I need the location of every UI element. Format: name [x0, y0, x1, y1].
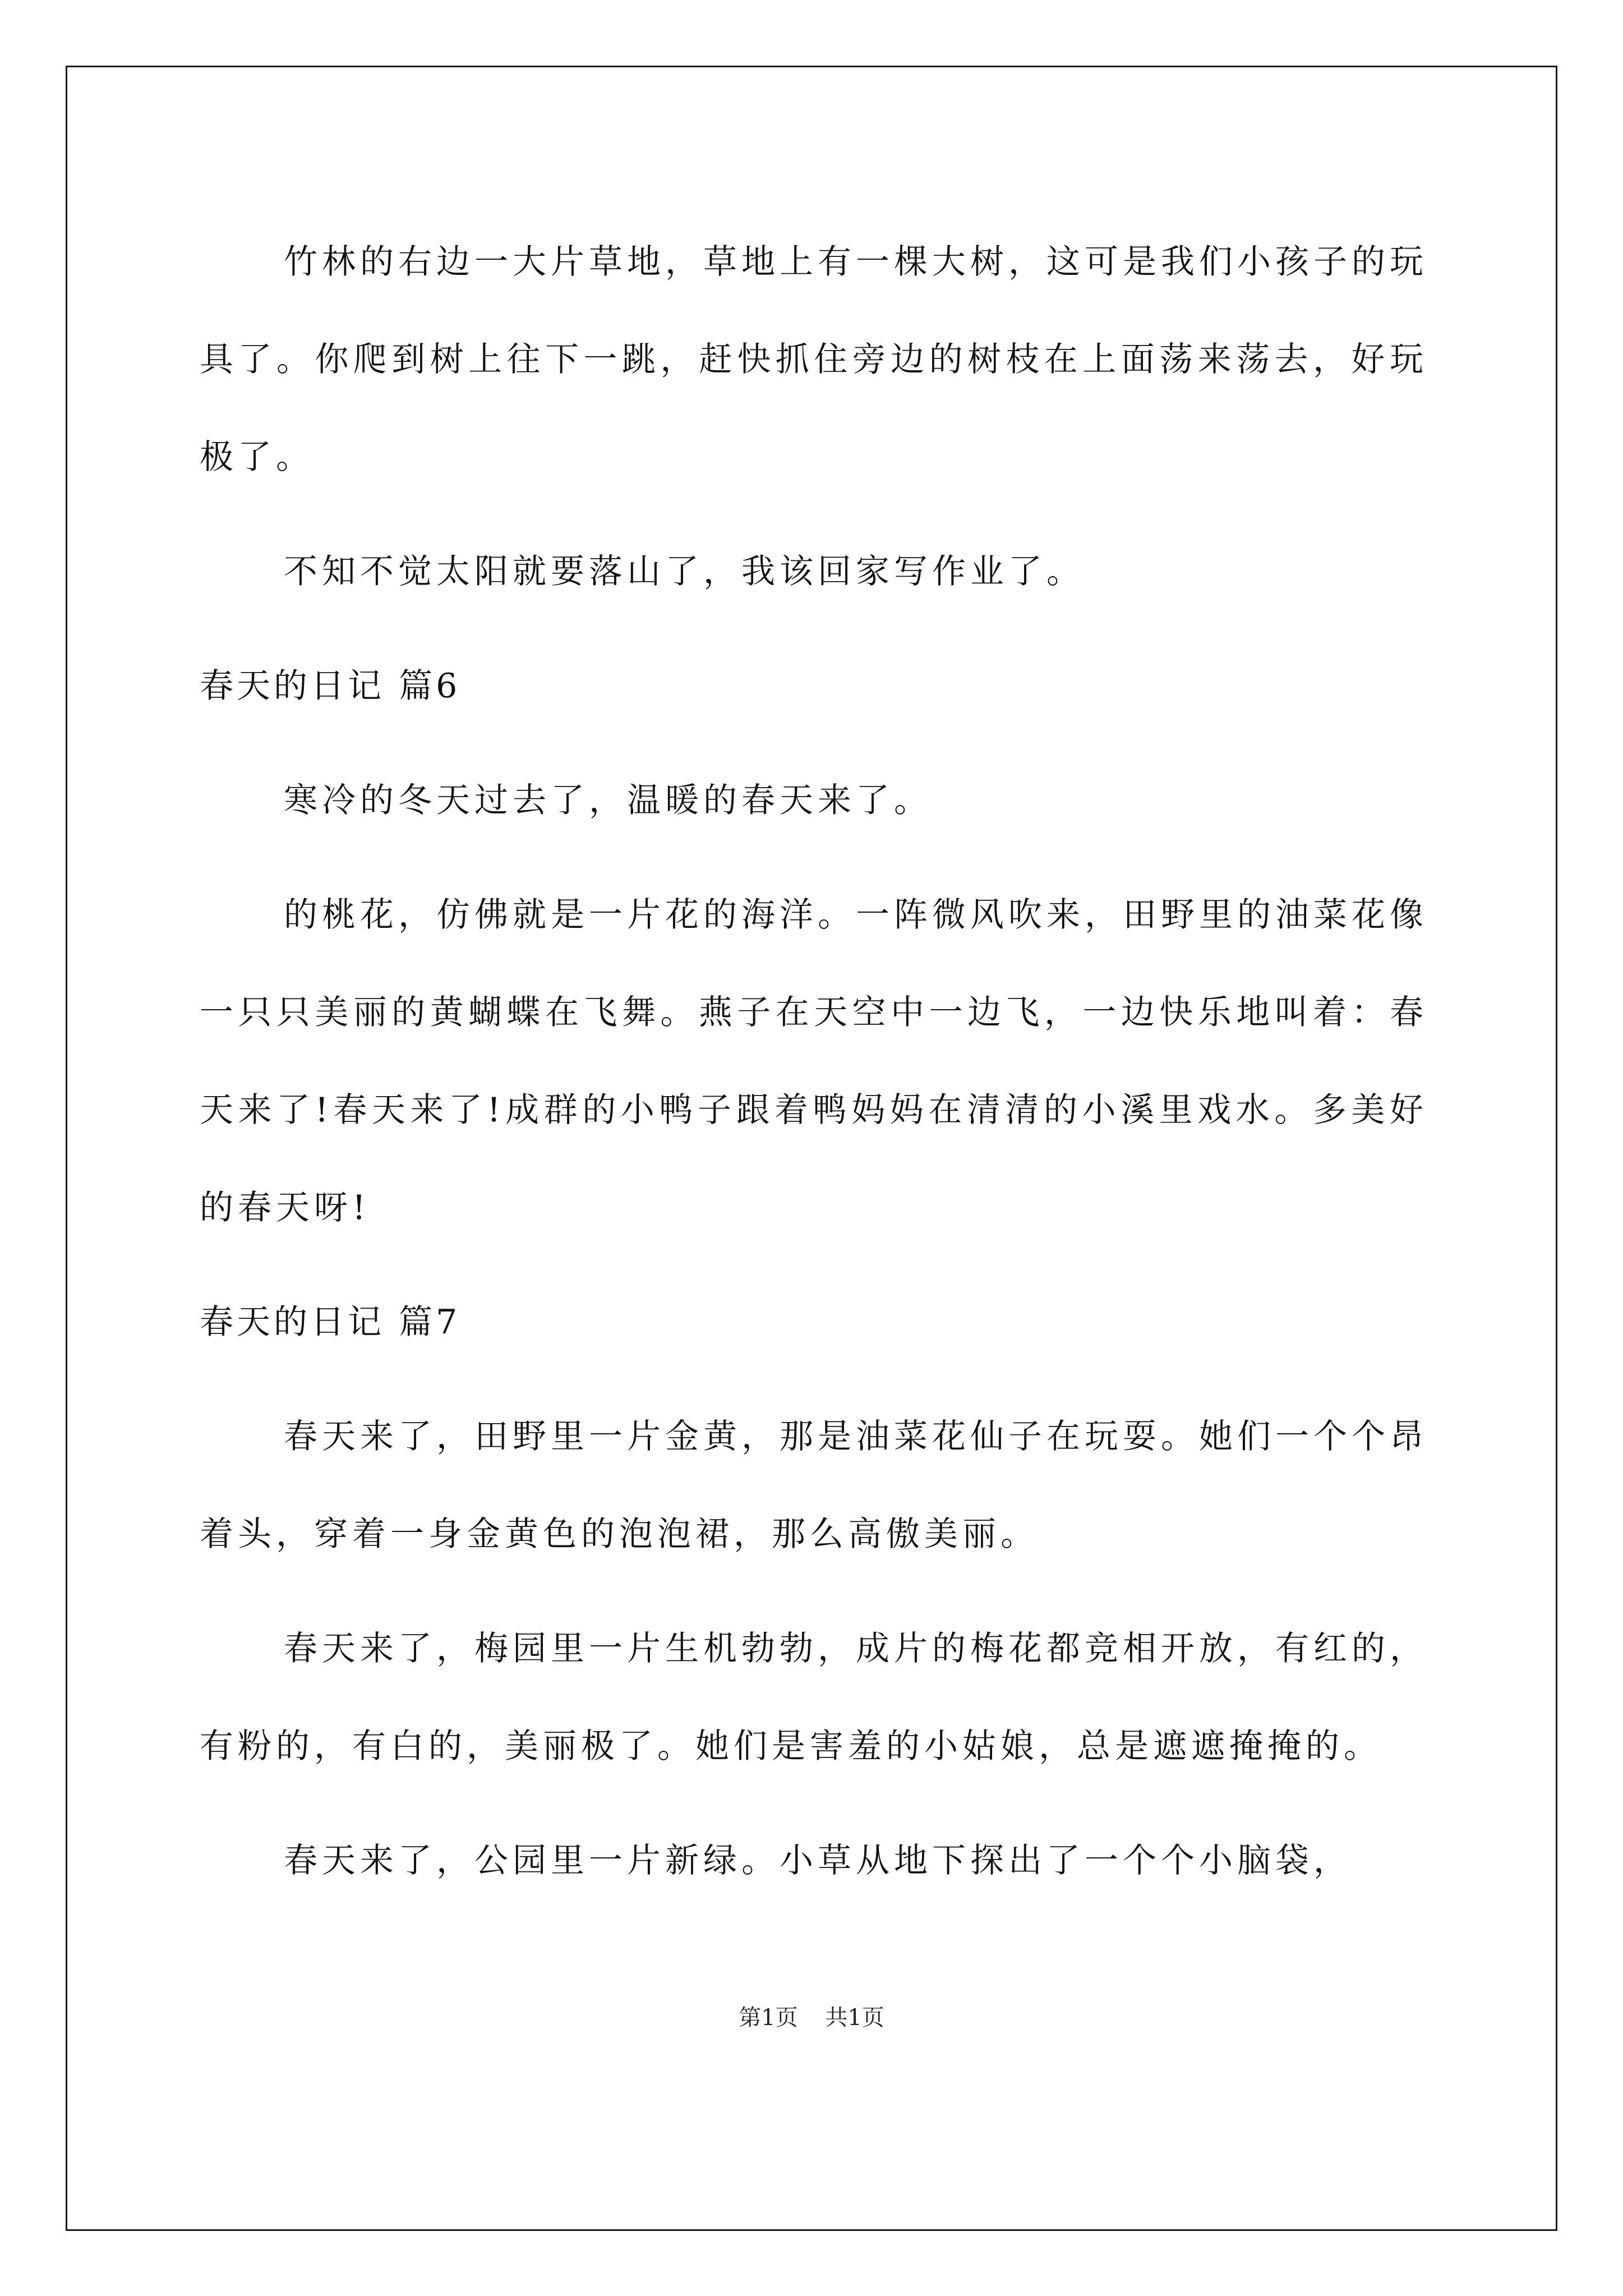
page-total: 共1页	[825, 2005, 884, 2031]
paragraph: 寒冷的冬天过去了，温暖的春天来了。	[284, 781, 932, 820]
paragraph: 不知不觉太阳就要落山了，我该回家写作业了。	[284, 552, 1085, 591]
paragraph: 春天来了，田野里一片金黄，那是油菜花仙子在玩耍。她们一个个昂着头，穿着一身金黄色的泡泡裙，那么高傲美丽。	[200, 1417, 1428, 1554]
document-body	[200, 213, 1428, 1926]
page-footer	[0, 2000, 1623, 2032]
page-number: 第1页	[739, 2005, 798, 2031]
paragraph: 春天来了，公园里一片新绿。小草从地下探出了一个个小脑袋，	[284, 1841, 1352, 1880]
section-heading: 春天的日记 篇6	[200, 666, 461, 706]
paragraph: 竹林的右边一大片草地，草地上有一棵大树，这可是我们小孩子的玩具了。你爬到树上往下一跳，赶快抓住旁边的树枝在上面荡来荡去，好玩极了。	[200, 242, 1428, 477]
paragraph: 春天来了，梅园里一片生机勃勃，成片的梅花都竞相开放，有红的，有粉的，有白的，美丽极了。她们是害羞的小姑娘，总是遮遮掩掩的。	[200, 1629, 1428, 1766]
section-heading: 春天的日记 篇7	[200, 1303, 461, 1342]
paragraph: 的桃花，仿佛就是一片花的海洋。一阵微风吹来，田野里的油菜花像一只只美丽的黄蝴蝶在飞舞。燕子在天空中一边飞，一边快乐地叫着：春天来了!春天来了!成群的小鸭子跟着鸭妈妈在清清的小溪里戏水。多美好的春天呀!	[200, 895, 1428, 1227]
